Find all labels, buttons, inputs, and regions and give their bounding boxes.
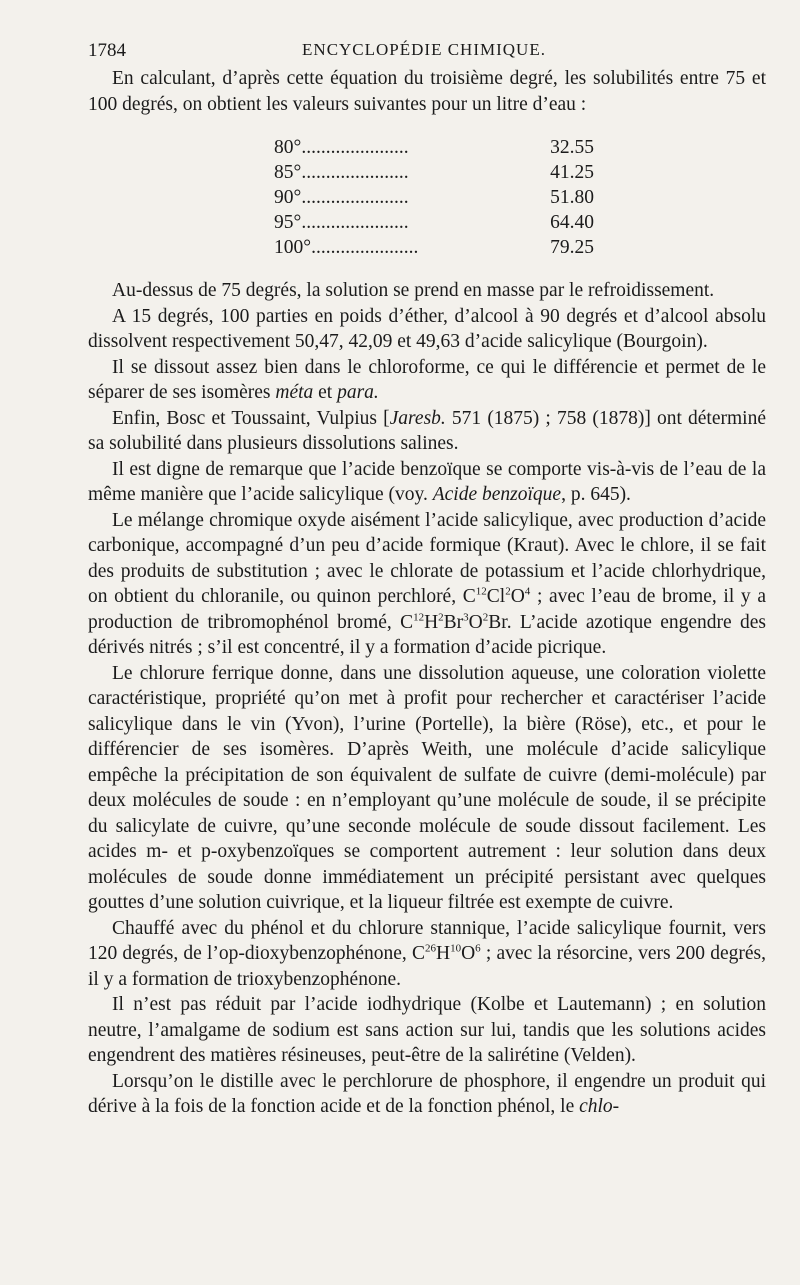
element-symbol: Cl: [486, 586, 506, 607]
text-span: ; avec la résorcine, vers 200 degrés, il y a formation de trioxybenzophénone.: [88, 943, 766, 990]
text-span: Il est digne de remarque que l’acide benzoïque se comporte vis-à-vis de l’eau de la même manière que l’acide salicylique (voy.: [88, 458, 766, 505]
paragraph-chromique: [88, 508, 766, 661]
atom-count: 26: [424, 942, 436, 955]
element-symbol: C: [462, 586, 476, 607]
atom-count: 2: [482, 611, 489, 623]
atom-count: 2: [438, 611, 444, 623]
text-span: 571 (1875) ; 758 (1878)] ont déterminé sa solubilité dans plusieurs dissolutions salines.: [88, 407, 766, 454]
text-span: et: [313, 382, 338, 403]
text-span: Lorsqu’on le distille avec le perchlorure de phosphore, il engendre un produit qui dérive à la fois de la fonction acide et de la fonction phénol, le: [88, 1070, 766, 1117]
formula-chloranile: [463, 586, 531, 607]
element-symbol: Br: [443, 611, 464, 633]
italic-reference: Jaresb.: [389, 407, 446, 429]
solubility-table: [274, 135, 594, 260]
paragraph-benzoique: [88, 457, 766, 508]
formula-tribromophenol: [400, 612, 507, 633]
atom-count: 2: [505, 585, 511, 598]
atom-count: 3: [463, 611, 469, 623]
solubility-value: 51.80: [550, 187, 594, 208]
leader-dots: ......................: [301, 137, 409, 158]
text-span: , p. 645).: [561, 484, 631, 505]
table-row: [274, 185, 594, 210]
leader-dots: ......................: [311, 237, 419, 258]
element-symbol: H: [435, 943, 451, 964]
solubility-value: 41.25: [550, 162, 594, 183]
paragraph-distillation: [88, 1069, 766, 1120]
text-span: . L’acide azotique engendre des dérivés nitrés ; s’il est concentré, il y a formation d’acide picrique.: [88, 611, 766, 658]
atom-count: 10: [450, 942, 462, 955]
atom-count: 6: [475, 942, 481, 955]
running-title: ENCYCLOPÉDIE CHIMIQUE.: [302, 40, 546, 59]
temperature-cell: [274, 210, 409, 235]
leader-dots: ......................: [301, 212, 409, 233]
atom-count: 12: [413, 611, 425, 623]
temperature-label: 95°: [274, 212, 302, 233]
italic-text: chlo-: [579, 1096, 620, 1117]
element-symbol: C: [411, 943, 425, 964]
leader-dots: ......................: [301, 162, 409, 183]
italic-meta: méta: [275, 382, 314, 403]
temperature-cell: [274, 135, 409, 160]
paragraph-chloroforme: [88, 355, 766, 406]
text-span: Il se dissout assez bien dans le chloroforme, ce qui le différencie et permet de le séparer de ses isomères: [88, 356, 766, 403]
atom-count: 12: [475, 585, 487, 598]
paragraph-phenol: [88, 916, 766, 993]
element-symbol: Br: [488, 611, 507, 633]
table-row: [274, 135, 594, 160]
temperature-cell: [274, 185, 409, 210]
element-symbol: O: [468, 611, 483, 633]
text-span: ; avec l’eau de brome, il y a production de tribromophénol bromé,: [88, 586, 766, 633]
paragraph-refroidissement: Au-dessus de 75 degrés, la solution se prend en masse par le refroidissement.: [112, 280, 715, 301]
temperature-cell: [274, 160, 409, 185]
page-body: [88, 66, 766, 1120]
formula-dioxybenzophenone: [412, 943, 481, 964]
page-number: 1784: [88, 40, 126, 61]
temperature-label: 100°: [274, 237, 312, 258]
text-span: Le mélange chromique oxyde aisément l’acide salicylique, avec production d’acide carbonique, accompagné d’un peu d’acide formique (Kraut). Avec le chlore, il se fait des produits de substitution ; avec le chlorate de potassium et l’acide chlorhydrique, on obtient du chloranile, ou quinon perchloré,: [88, 509, 766, 607]
italic-reference: Acide benzoïque: [432, 484, 562, 505]
element-symbol: O: [461, 943, 476, 964]
table-row: [274, 160, 594, 185]
temperature-label: 85°: [274, 162, 302, 183]
leader-dots: ......................: [301, 187, 409, 208]
element-symbol: O: [510, 586, 525, 607]
paragraph-bosc: [88, 406, 766, 457]
table-row: [274, 235, 594, 260]
solubility-value: 32.55: [550, 137, 594, 158]
temperature-label: 90°: [274, 187, 302, 208]
italic-para: para.: [337, 382, 379, 403]
paragraph-intro: En calculant, d’après cette équation du troisième degré, les solubilités entre 75 et 100 degrés, on obtient les valeurs suivantes pour un litre d’eau :: [88, 68, 766, 115]
page-header: [88, 40, 760, 66]
paragraph-ether: A 15 degrés, 100 parties en poids d’éther, d’alcool à 90 degrés et d’alcool absolu dissolvent respectivement 50,47, 42,09 et 49,63 d’acide salicylique (Bourgoin).: [88, 305, 766, 352]
text-span: Enfin, Bosc et Toussaint, Vulpius [: [112, 407, 390, 429]
temperature-cell: [274, 235, 418, 260]
table-row: [274, 210, 594, 235]
paragraph-chlorure-ferrique: Le chlorure ferrique donne, dans une dissolution aqueuse, une coloration violette caractéristique, propriété qu’on met à profit pour rechercher et caractériser l’acide salicylique dans le vin (Yvon), l’urine (Portelle), la bière (Röse), etc., et pour le différencier de ses isomères. D’après Weith, une molécule d’acide salicylique empêche la précipitation de son équivalent de sulfate de cuivre (demi-molécule) par deux molécules de soude : en n’employant qu’une molécule de soude, il se précipite du salicylate de cuivre, qu’une seconde molécule de soude dissout facilement. Les acides m- et p-oxybenzoïques se comportent autrement : leur solution dans deux molécules de soude donne immédiatement un précipité persistant avec quelques gouttes d’une solution cuivrique, et la liqueur filtrée est exempte de cuivre.: [88, 662, 766, 913]
element-symbol: H: [424, 611, 439, 633]
temperature-label: 80°: [274, 137, 302, 158]
element-symbol: C: [400, 611, 414, 633]
solubility-value: 79.25: [550, 237, 594, 258]
paragraph-reduction: Il n’est pas réduit par l’acide iodhydrique (Kolbe et Lautemann) ; en solution neutre, l’amalgame de sodium est sans action sur lui, tandis que les solutions acides engendrent des matières résineuses, peut-être de la salirétine (Velden).: [88, 994, 766, 1066]
text-span: Chauffé avec du phénol et du chlorure stannique, l’acide salicylique fournit, vers 120 degrés, de l’op-dioxybenzophénone,: [88, 917, 766, 964]
atom-count: 4: [524, 585, 531, 598]
solubility-value: 64.40: [550, 212, 594, 233]
